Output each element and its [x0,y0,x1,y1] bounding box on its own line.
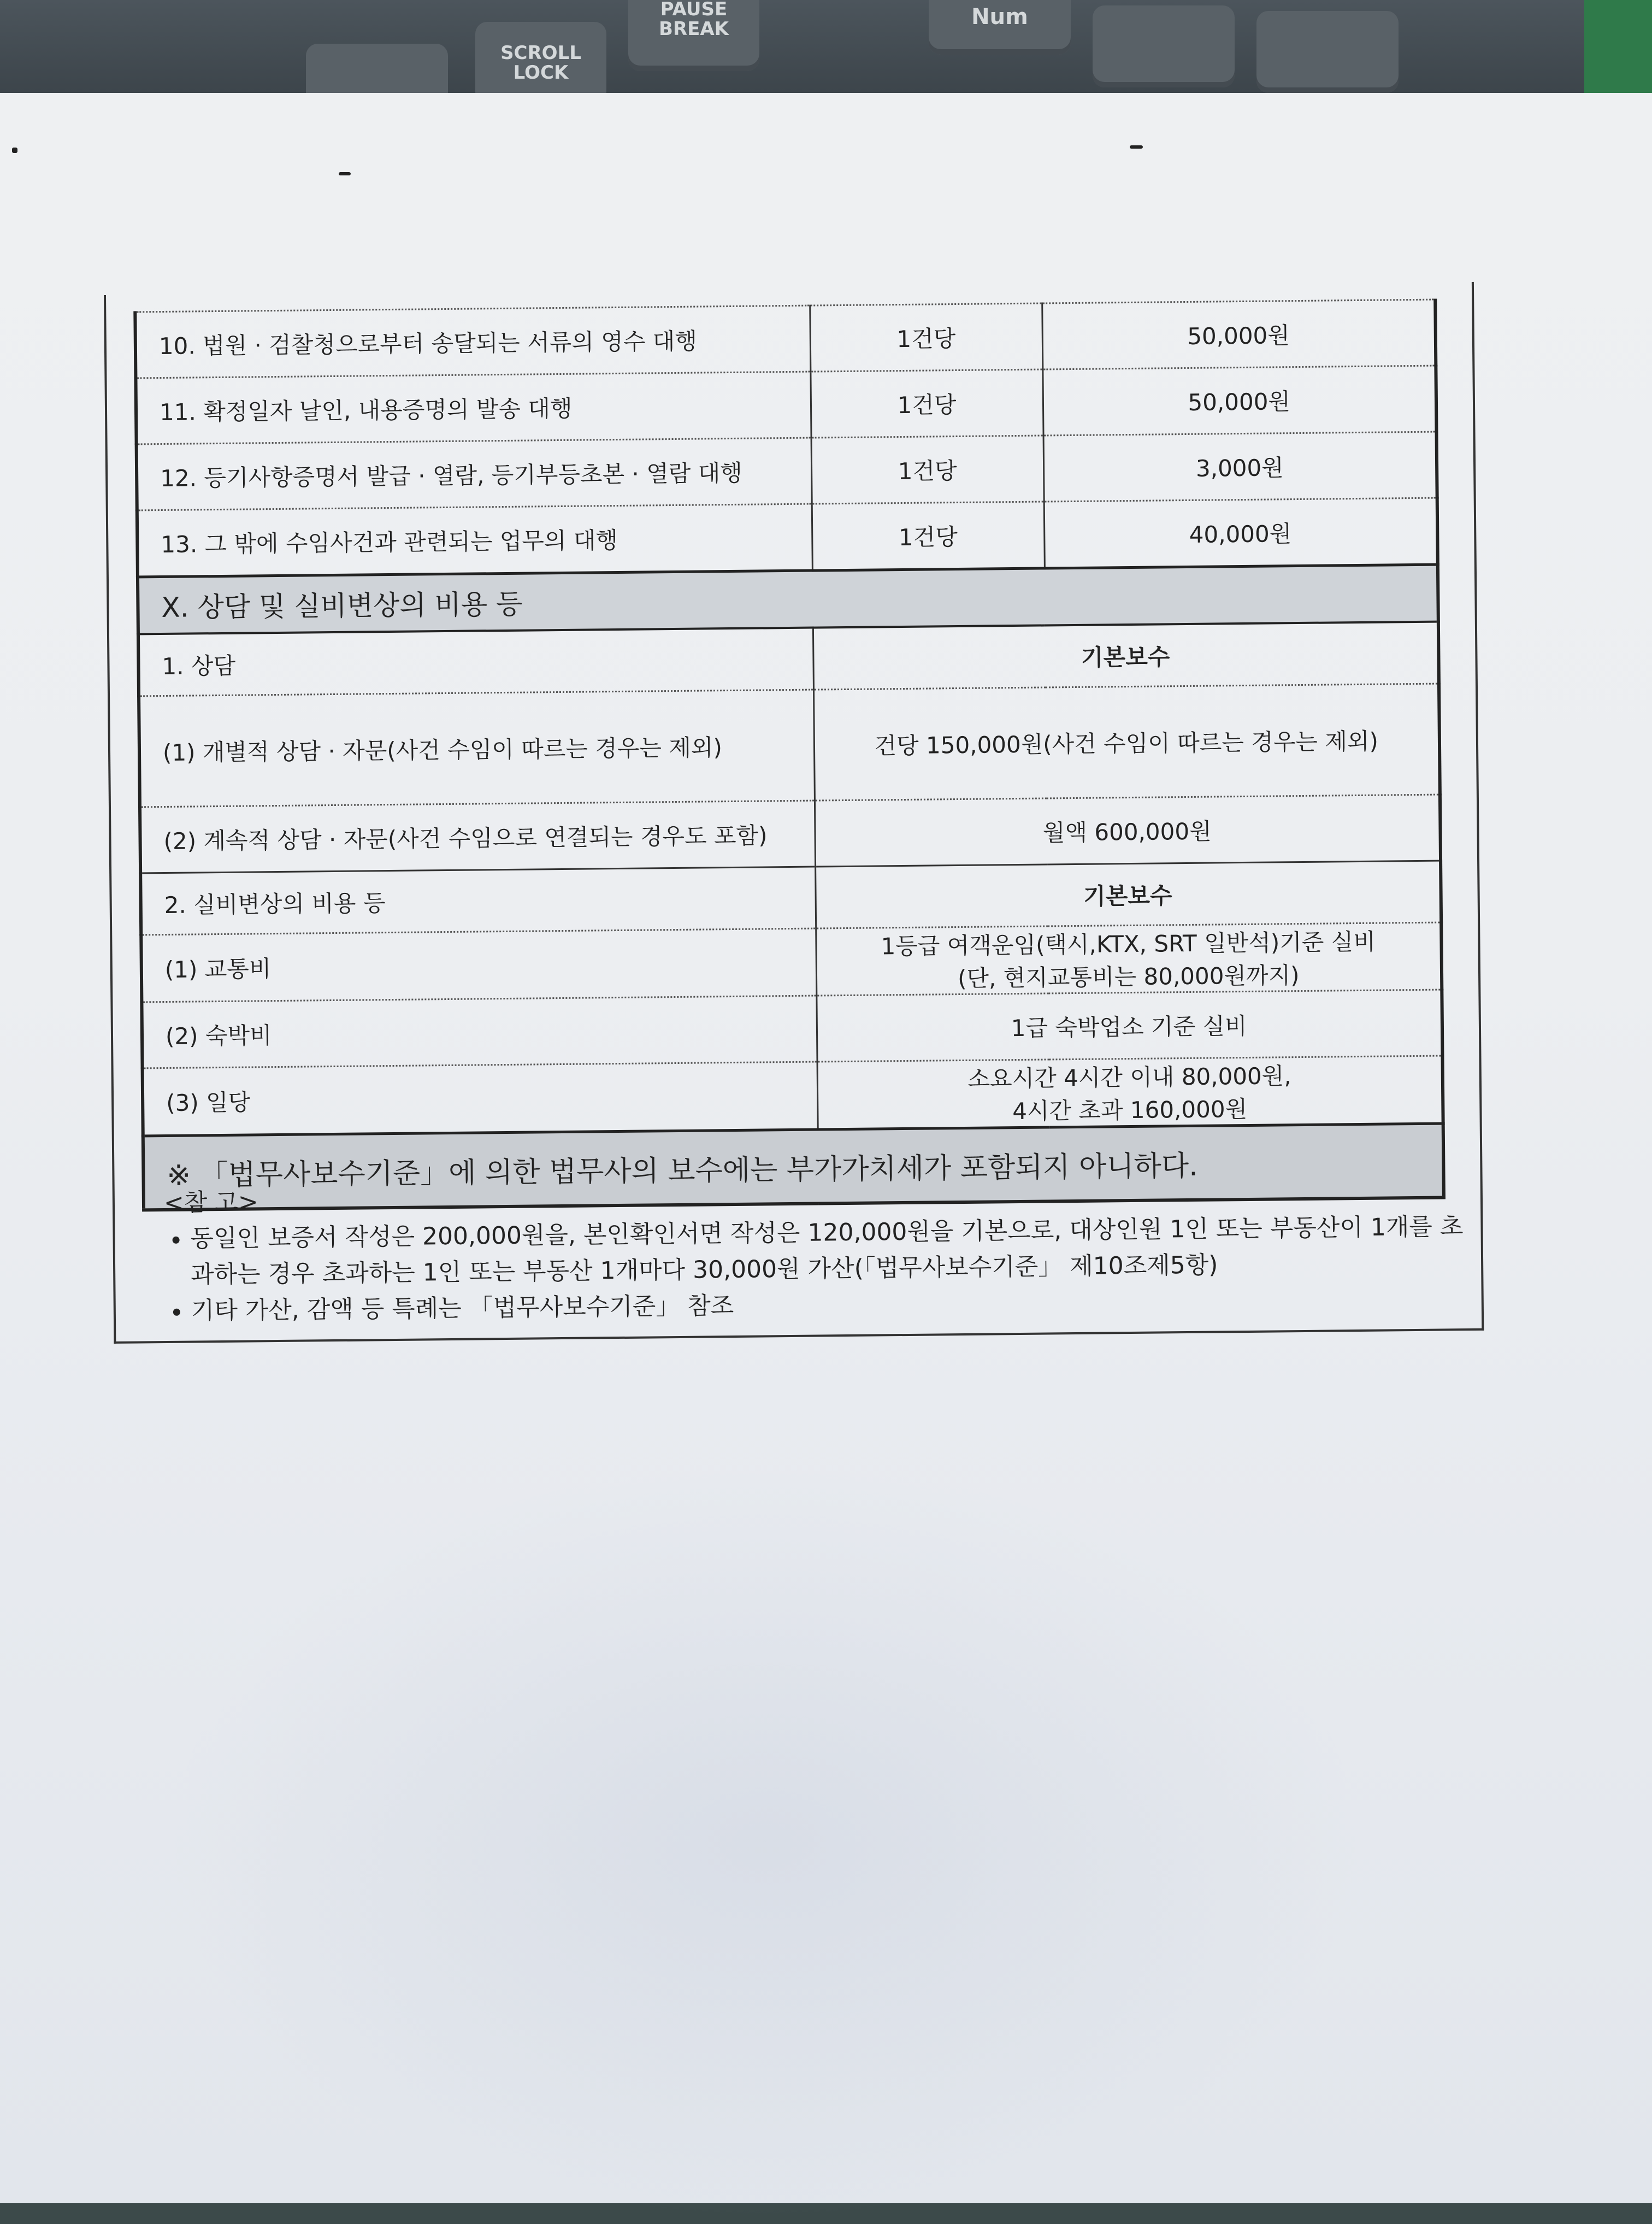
item-cell: 13. 그 밖에 수임사건과 관련되는 업무의 대행 [137,504,812,577]
item-cell: (2) 숙박비 [141,996,817,1068]
fee-cell: 월액 600,000원 [815,795,1441,867]
consult-heading-row [138,622,1439,696]
key-num: Num [929,0,1071,55]
key-blank [1256,11,1399,93]
table-row [139,684,1440,807]
fee-cell: 건당 150,000원(사건 수임이 따르는 경우는 제외) [813,684,1440,801]
table-row [141,990,1442,1068]
item-cell: 10. 법원 · 검찰청으로부터 송달되는 서류의 영수 대행 [135,305,810,378]
reference-list [164,1209,1476,1329]
key-scroll-lock: SCROLL LOCK [475,22,606,109]
amount-cell: 50,000원 [1042,366,1436,436]
amount-cell: 50,000원 [1042,299,1436,369]
item-cell: (1) 개별적 상담 · 자문(사건 수임이 따르는 경우는 제외) [139,690,815,807]
unit-cell: 1건당 [811,436,1044,504]
amount-cell: 40,000원 [1044,498,1438,568]
amount-cell: 3,000원 [1043,432,1437,502]
item-cell: (2) 계속적 상담 · 자문(사건 수임으로 연결되는 경우도 포함) [140,801,815,873]
consult-heading: 1. 상담 [138,628,813,696]
table-row [135,366,1436,444]
speck [1130,145,1143,149]
table-row [137,432,1437,510]
fee-cell [817,1056,1443,1129]
table-row [140,795,1441,873]
list-item: • 기타 가산, 감액 등 특례는 「법무사보수기준」 참조 [191,1281,1477,1329]
item-cell: 11. 확정일자 날인, 내용증명의 발송 대행 [135,372,811,444]
table-row [141,922,1442,1002]
speck [12,148,17,153]
table-row [137,498,1438,577]
fee-line: (단, 현지교통비는 80,000원까지) [957,962,1300,992]
fee-line: 1급 숙박업소 기준 실비 [1011,1012,1247,1042]
key-blank [1093,5,1235,87]
fee-table [133,299,1446,1212]
fee-line: 4시간 초과 160,000원 [1012,1095,1248,1125]
section-title: Ⅹ. 상담 및 실비변상의 비용 등 [138,564,1438,634]
reference-title: <참 고> [163,1188,258,1217]
document-frame [104,282,1484,1344]
item-cell: 12. 등기사항증명서 발급 · 열람, 등기부등초본 · 열람 대행 [137,438,812,510]
fee-cell [816,990,1442,1062]
fee-line: 소요시간 4시간 이내 80,000원, [967,1062,1291,1092]
table-row [143,1056,1443,1136]
item-cell: (1) 교통비 [141,928,816,1002]
unit-cell: 1건당 [812,502,1045,570]
fee-cell [816,922,1442,996]
expenses-heading: 2. 실비변상의 비용 등 [140,867,816,935]
fee-heading: 기본보수 [815,861,1441,928]
unit-cell: 1건당 [810,303,1042,372]
item-cell: (3) 일당 [143,1062,818,1136]
reference-notes [164,1173,1476,1329]
fee-line: 1등급 여객운임(택시,KTX, SRT 일반석)기준 실비 [881,928,1376,960]
list-item: • 동일인 보증서 작성은 200,000원을, 본인확인서면 작성은 120,000원을 기본으로, 대상인원 1인 또는 부동산이 1개를 초과하는 경우 초과하는 1인 또는 부동산 1개마다 30,000원 가산(「법무사보수기준」 제10조제5항) [190,1209,1476,1293]
key-pause-break: PAUSE BREAK [628,0,759,71]
shadow [164,1459,1366,2224]
fee-heading: 기본보수 [813,622,1439,690]
vat-note: ※ 「법무사보수기준」에 의한 법무사의 보수에는 부가가치세가 포함되지 아니하다. [143,1123,1444,1210]
unit-cell: 1건당 [810,369,1043,438]
table-row [135,299,1436,378]
speck [339,172,351,175]
